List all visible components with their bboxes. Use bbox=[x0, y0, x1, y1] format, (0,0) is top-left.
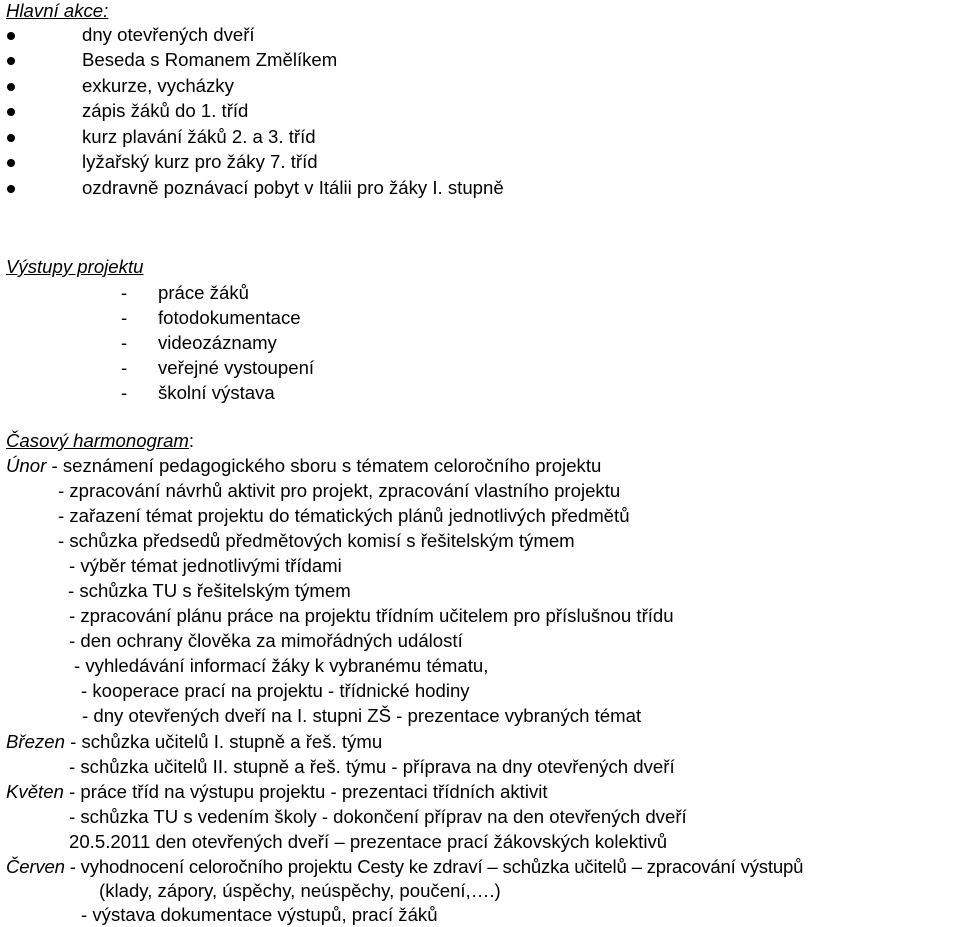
bullet-icon bbox=[7, 185, 15, 193]
list-item: školní výstava bbox=[158, 382, 275, 403]
dash-marker: - bbox=[121, 282, 128, 303]
month-label: Květen bbox=[6, 781, 64, 802]
schedule-row: - zařazení témat projektu do tématických plánů jednotlivých předmětů bbox=[58, 505, 630, 526]
schedule-text: - seznámení pedagogického sboru s tématem celoročního projektu bbox=[46, 455, 602, 476]
list-item: kurz plavání žáků 2. a 3. tříd bbox=[82, 126, 316, 147]
list-item: zápis žáků do 1. tříd bbox=[82, 100, 249, 121]
list-item: veřejné vystoupení bbox=[158, 357, 315, 378]
schedule-row: - kooperace prací na projektu - třídnické hodiny bbox=[81, 680, 470, 701]
schedule-row: - schůzka učitelů II. stupně a řeš. týmu - příprava na dny otevřených dveří bbox=[69, 756, 675, 777]
month-label: Červen bbox=[6, 856, 65, 877]
schedule-row: - výstava dokumentace výstupů, prací žáků bbox=[81, 904, 438, 925]
schedule-row bbox=[6, 731, 382, 753]
schedule-row: (klady, zápory, úspěchy, neúspěchy, poučení,….) bbox=[99, 880, 501, 901]
schedule-row: - den ochrany člověka za mimořádných událostí bbox=[69, 630, 463, 651]
list-item: práce žáků bbox=[158, 282, 249, 303]
schedule-row: - zpracování plánu práce na projektu třídním učitelem pro příslušnou třídu bbox=[69, 605, 674, 626]
list-item: Beseda s Romanem Změlíkem bbox=[82, 49, 338, 70]
bullet-icon bbox=[7, 108, 15, 116]
schedule-row: - výběr témat jednotlivými třídami bbox=[69, 555, 342, 576]
bullet-icon bbox=[7, 83, 15, 91]
dash-marker: - bbox=[121, 382, 128, 403]
list-item: lyžařský kurz pro žáky 7. tříd bbox=[82, 151, 318, 172]
heading-vystupy-projektu: Výstupy projektu bbox=[6, 256, 144, 277]
bullet-icon bbox=[7, 57, 15, 65]
schedule-row: - dny otevřených dveří na I. stupni ZŠ - prezentace vybraných témat bbox=[82, 705, 642, 726]
heading-hlavni-akce: Hlavní akce: bbox=[6, 0, 109, 21]
list-item: exkurze, vycházky bbox=[82, 75, 234, 96]
bullet-icon bbox=[7, 159, 15, 167]
schedule-row bbox=[6, 455, 601, 477]
schedule-row: - vyhledávání informací žáky k vybranému tématu, bbox=[74, 655, 489, 676]
month-label: Únor bbox=[6, 455, 47, 476]
list-item: videozáznamy bbox=[158, 332, 277, 353]
dash-marker: - bbox=[121, 307, 128, 328]
heading-colon: : bbox=[188, 430, 195, 451]
schedule-row: - zpracování návrhů aktivit pro projekt, zpracování vlastního projektu bbox=[58, 480, 621, 501]
schedule-row: - schůzka předsedů předmětových komisí s řešitelským týmem bbox=[58, 530, 575, 551]
heading-text: Časový harmonogram bbox=[6, 430, 189, 451]
dash-marker: - bbox=[121, 357, 128, 378]
list-item: ozdravně poznávací pobyt v Itálii pro žáky I. stupně bbox=[82, 177, 504, 198]
schedule-text: - práce tříd na výstupu projektu - prezentaci třídních aktivit bbox=[63, 781, 548, 802]
schedule-row: 20.5.2011 den otevřených dveří – prezentace prací žákovských kolektivů bbox=[69, 831, 668, 852]
list-item: dny otevřených dveří bbox=[82, 24, 255, 45]
month-label: Březen bbox=[6, 731, 65, 752]
bullet-icon bbox=[7, 134, 15, 142]
bullet-icon bbox=[7, 32, 15, 40]
schedule-row bbox=[6, 781, 548, 803]
schedule-row bbox=[6, 856, 803, 878]
schedule-text: - vyhodnocení celoročního projektu Cesty ke zdraví – schůzka učitelů – zpracování výstupů bbox=[64, 856, 804, 877]
schedule-text: - schůzka učitelů I. stupně a řeš. týmu bbox=[64, 731, 383, 752]
schedule-row: - schůzka TU s řešitelským týmem bbox=[68, 580, 351, 601]
schedule-row: - schůzka TU s vedením školy - dokončení příprav na den otevřených dveří bbox=[69, 806, 687, 827]
list-item: fotodokumentace bbox=[158, 307, 301, 328]
heading-casovy-harmonogram bbox=[6, 430, 194, 452]
dash-marker: - bbox=[121, 332, 128, 353]
